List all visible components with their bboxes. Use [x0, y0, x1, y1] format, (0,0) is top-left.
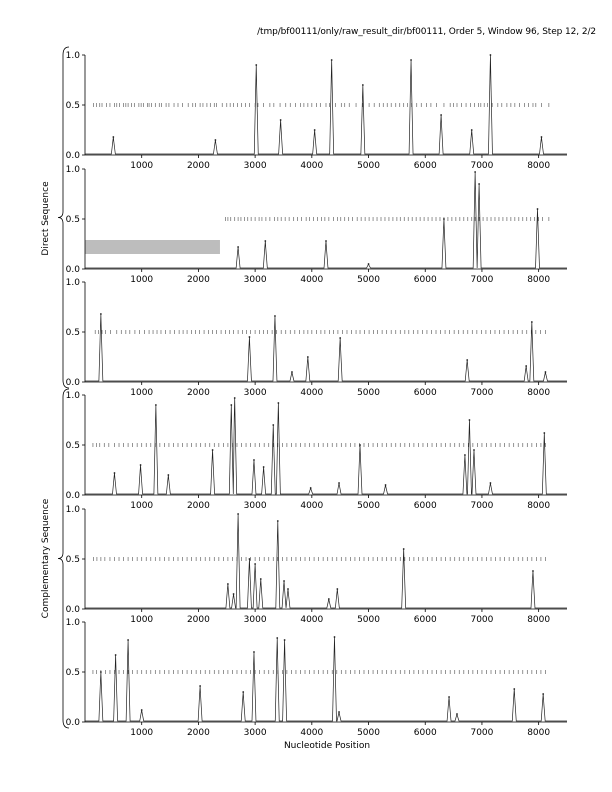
x-tick-label: 8000: [527, 161, 551, 171]
peak-point: [227, 583, 229, 585]
x-tick-label: 1000: [130, 501, 154, 511]
peak-point: [469, 419, 471, 421]
peak-point: [272, 424, 274, 426]
peak-point: [490, 54, 492, 56]
peak-point: [440, 114, 442, 116]
peak-point: [249, 558, 251, 560]
peak-point: [141, 709, 143, 711]
y-tick-label: 1.0: [65, 278, 80, 288]
y-tick-label: 0.5: [65, 215, 80, 225]
shaded-band: [85, 240, 220, 254]
y-tick-label: 0.0: [65, 378, 80, 388]
peak-point: [336, 588, 338, 590]
y-tick-label: 1.0: [65, 51, 80, 61]
x-tick-label: 1000: [130, 161, 154, 171]
y-tick-label: 0.5: [65, 441, 80, 451]
x-tick-label: 8000: [527, 501, 551, 511]
y-tick-label: 1.0: [65, 391, 80, 401]
peak-point: [215, 139, 217, 141]
series-line: [85, 398, 567, 494]
peak-point: [490, 482, 492, 484]
peak-point: [263, 466, 265, 468]
group-label-complementary: Complementary Sequence: [41, 498, 51, 619]
y-tick-label: 1.0: [65, 165, 80, 175]
x-tick-label: 1000: [130, 615, 154, 625]
peak-point: [264, 240, 266, 242]
x-tick-label: 6000: [413, 388, 437, 398]
y-tick-label: 1.0: [65, 618, 80, 628]
x-tick-label: 1000: [130, 388, 154, 398]
peak-point: [328, 598, 330, 600]
x-tick-label: 4000: [300, 615, 324, 625]
peak-point: [212, 449, 214, 451]
y-tick-label: 0.0: [65, 605, 80, 615]
peak-point: [287, 588, 289, 590]
peak-point: [253, 459, 255, 461]
x-tick-label: 2000: [186, 161, 210, 171]
peak-point: [542, 693, 544, 695]
x-tick-label: 5000: [357, 275, 380, 285]
x-tick-label: 1000: [130, 728, 154, 738]
peak-point: [291, 371, 293, 373]
series-line: [85, 514, 567, 608]
x-tick-label: 3000: [243, 728, 267, 738]
x-tick-label: 7000: [470, 161, 494, 171]
series-line: [85, 314, 567, 381]
peak-point: [280, 119, 282, 121]
x-tick-label: 4000: [300, 275, 324, 285]
peak-point: [140, 464, 142, 466]
x-tick-label: 2000: [186, 501, 210, 511]
y-tick-label: 0.5: [65, 328, 80, 338]
peak-point: [368, 263, 370, 265]
peak-point: [237, 513, 239, 515]
x-tick-label: 6000: [413, 501, 437, 511]
peak-point: [338, 711, 340, 713]
y-tick-label: 1.0: [65, 505, 80, 515]
peak-point: [100, 671, 102, 673]
peak-point: [339, 337, 341, 339]
x-tick-label: 7000: [470, 388, 494, 398]
peak-point: [545, 371, 547, 373]
peak-point: [541, 136, 543, 138]
peak-point: [334, 636, 336, 638]
peak-point: [471, 129, 473, 131]
x-tick-label: 5000: [357, 388, 380, 398]
peak-point: [325, 240, 327, 242]
peak-point: [155, 404, 157, 406]
x-tick-label: 5000: [357, 615, 380, 625]
peak-point: [531, 321, 533, 323]
peak-point: [277, 520, 279, 522]
peak-point: [466, 359, 468, 361]
peak-point: [112, 136, 114, 138]
peak-point: [167, 474, 169, 476]
x-tick-label: 6000: [413, 161, 437, 171]
x-tick-label: 1000: [130, 275, 154, 285]
x-tick-label: 8000: [527, 388, 551, 398]
x-tick-label: 8000: [527, 728, 551, 738]
peak-point: [284, 639, 286, 641]
x-tick-label: 2000: [186, 728, 210, 738]
x-tick-label: 2000: [186, 388, 210, 398]
peak-point: [260, 578, 262, 580]
peak-point: [199, 685, 201, 687]
peak-point: [513, 688, 515, 690]
peak-point: [314, 129, 316, 131]
y-tick-label: 0.0: [65, 491, 80, 501]
peak-point: [274, 315, 276, 317]
peak-point: [234, 397, 236, 399]
peak-point: [255, 64, 257, 66]
group-label-direct: Direct Sequence: [41, 181, 51, 256]
peak-point: [532, 570, 534, 572]
series-line: [85, 637, 567, 721]
peak-point: [310, 487, 312, 489]
peak-point: [249, 336, 251, 338]
x-tick-label: 5000: [357, 728, 380, 738]
peak-point: [537, 208, 539, 210]
peak-point: [448, 696, 450, 698]
peak-point: [410, 59, 412, 61]
peak-point: [362, 84, 364, 86]
x-tick-label: 3000: [243, 388, 267, 398]
peak-point: [233, 593, 235, 595]
peak-point: [283, 580, 285, 582]
x-tick-label: 7000: [470, 275, 494, 285]
x-tick-label: 8000: [527, 275, 551, 285]
y-tick-label: 0.0: [65, 265, 80, 275]
x-tick-label: 7000: [470, 615, 494, 625]
peak-point: [474, 171, 476, 173]
peak-point: [456, 713, 458, 715]
peak-point: [464, 454, 466, 456]
x-tick-label: 3000: [243, 615, 267, 625]
x-tick-label: 4000: [300, 161, 324, 171]
y-tick-label: 0.5: [65, 101, 80, 111]
peak-point: [525, 365, 527, 367]
x-tick-label: 6000: [413, 615, 437, 625]
x-tick-label: 6000: [413, 275, 437, 285]
peak-point: [473, 449, 475, 451]
peak-point: [443, 218, 445, 220]
peak-point: [127, 639, 129, 641]
peak-point: [403, 548, 405, 550]
peak-point: [543, 432, 545, 434]
x-tick-label: 8000: [527, 615, 551, 625]
peak-point: [385, 484, 387, 486]
header-title: /tmp/bf00111/only/raw_result_dir/bf00111, Order 5, Window 96, Step 12, 2/2: [257, 27, 596, 37]
x-axis-label: Nucleotide Position: [283, 741, 371, 751]
peak-point: [230, 404, 232, 406]
x-tick-label: 5000: [357, 501, 380, 511]
x-tick-label: 2000: [186, 615, 210, 625]
peak-point: [307, 356, 309, 358]
x-tick-label: 3000: [243, 501, 267, 511]
peak-point: [242, 691, 244, 693]
x-tick-label: 4000: [300, 388, 324, 398]
peak-point: [359, 444, 361, 446]
x-tick-label: 6000: [413, 728, 437, 738]
peak-point: [115, 654, 117, 656]
peak-point: [100, 313, 102, 315]
x-tick-label: 2000: [186, 275, 210, 285]
peak-point: [114, 472, 116, 474]
peak-point: [237, 246, 239, 248]
y-tick-label: 0.0: [65, 151, 80, 161]
x-tick-label: 3000: [243, 275, 267, 285]
x-tick-label: 3000: [243, 161, 267, 171]
x-tick-label: 7000: [470, 728, 494, 738]
peak-point: [338, 482, 340, 484]
y-tick-label: 0.0: [65, 718, 80, 728]
peak-point: [276, 637, 278, 639]
x-tick-label: 4000: [300, 728, 324, 738]
peak-point: [254, 563, 256, 565]
peak-point: [331, 59, 333, 61]
y-tick-label: 0.5: [65, 555, 80, 565]
x-tick-label: 5000: [357, 161, 380, 171]
x-tick-label: 4000: [300, 501, 324, 511]
y-tick-label: 0.5: [65, 668, 80, 678]
peak-point: [478, 183, 480, 185]
peak-point: [277, 402, 279, 404]
x-tick-label: 7000: [470, 501, 494, 511]
peak-point: [253, 651, 255, 653]
